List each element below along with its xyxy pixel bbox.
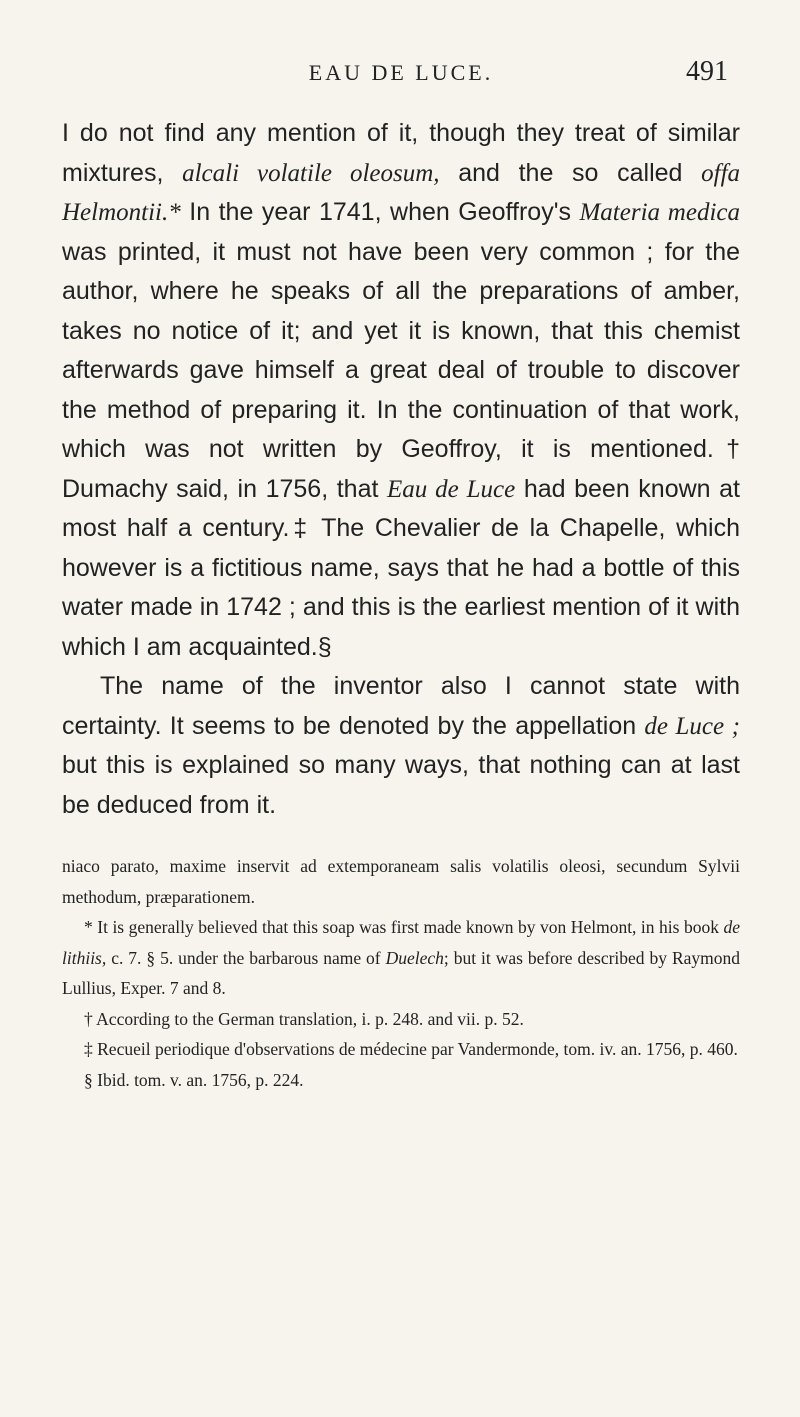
p1-text-i: had been known at most half a century.‡ The Chevalier de la Chapelle, which however is a fictitious name, says that he had a bottle of this water made in 1742 ; and this is the earliest mention of it with which I am acquainted.§ [62,474,740,661]
paragraph-1 [62,114,740,667]
body-text [62,114,740,825]
footnote-double-dagger: ‡ Recueil periodique d'observations de médecine par Vandermonde, tom. iv. an. 1756, p. 460. [84,1039,738,1059]
fn-star-b: de lithiis, [62,917,741,968]
p1-text-g: was printed, it must not have been very common ; for the author, where he speaks of all the preparations of amber, takes no notice of it; and yet it is known, that this chemist afterwards gave himself a great deal of trouble to discover the method of preparing it. In the continuation of that work, which was not written by Geoffroy, it is mentioned.† Dumachy said, in 1756, that [62,237,740,503]
p1-text-c: and the so called [458,158,683,187]
footnotes [62,851,740,1095]
footnote-continuation: niaco parato, maxime inservit ad extemporaneam salis volatilis oleosi, secundum Sylvii methodum, præparationem. [62,856,740,907]
fn-star-d: Duelech [385,947,444,968]
page-number: 491 [686,56,728,87]
p1-italic-f: Materia medica [579,199,740,226]
footnote-star [62,912,740,1004]
p1-italic-b: alcali volatile oleosum, [182,159,440,187]
p2-italic-b: de Luce ; [644,712,740,740]
running-head [62,56,740,100]
fn-star-c: c. 7. § 5. under the barbarous name of [111,947,381,968]
fn-star-a: * It is generally believed that this soap was first made known by von Helmont, in his book [84,917,719,937]
footnote-dagger: † According to the German translation, i. p. 248. and vii. p. 52. [84,1008,524,1029]
p1-italic-d: offa Helmontii.* [62,159,741,226]
p2-text-a: The name of the inventor also I cannot state with certainty. It seems to be denoted by the appellation [62,672,740,740]
p1-italic-h: Eau de Luce [387,475,516,503]
paragraph-2 [62,667,740,825]
footnote-section: § Ibid. tom. v. an. 1756, p. 224. [84,1069,304,1090]
p1-text-e: In the year 1741, when Geoffroy's [189,198,571,226]
p2-text-c: but this is explained so many ways, that nothing can at last be deduced from it. [62,751,740,819]
fn-star-e: ; but it was before described by Raymond Lullius, Exper. 7 and 8. [62,947,741,998]
p1-text-a: I do not find any mention of it, though they treat of similar mixtures, [62,119,740,187]
running-title: EAU DE LUCE. [308,60,494,85]
